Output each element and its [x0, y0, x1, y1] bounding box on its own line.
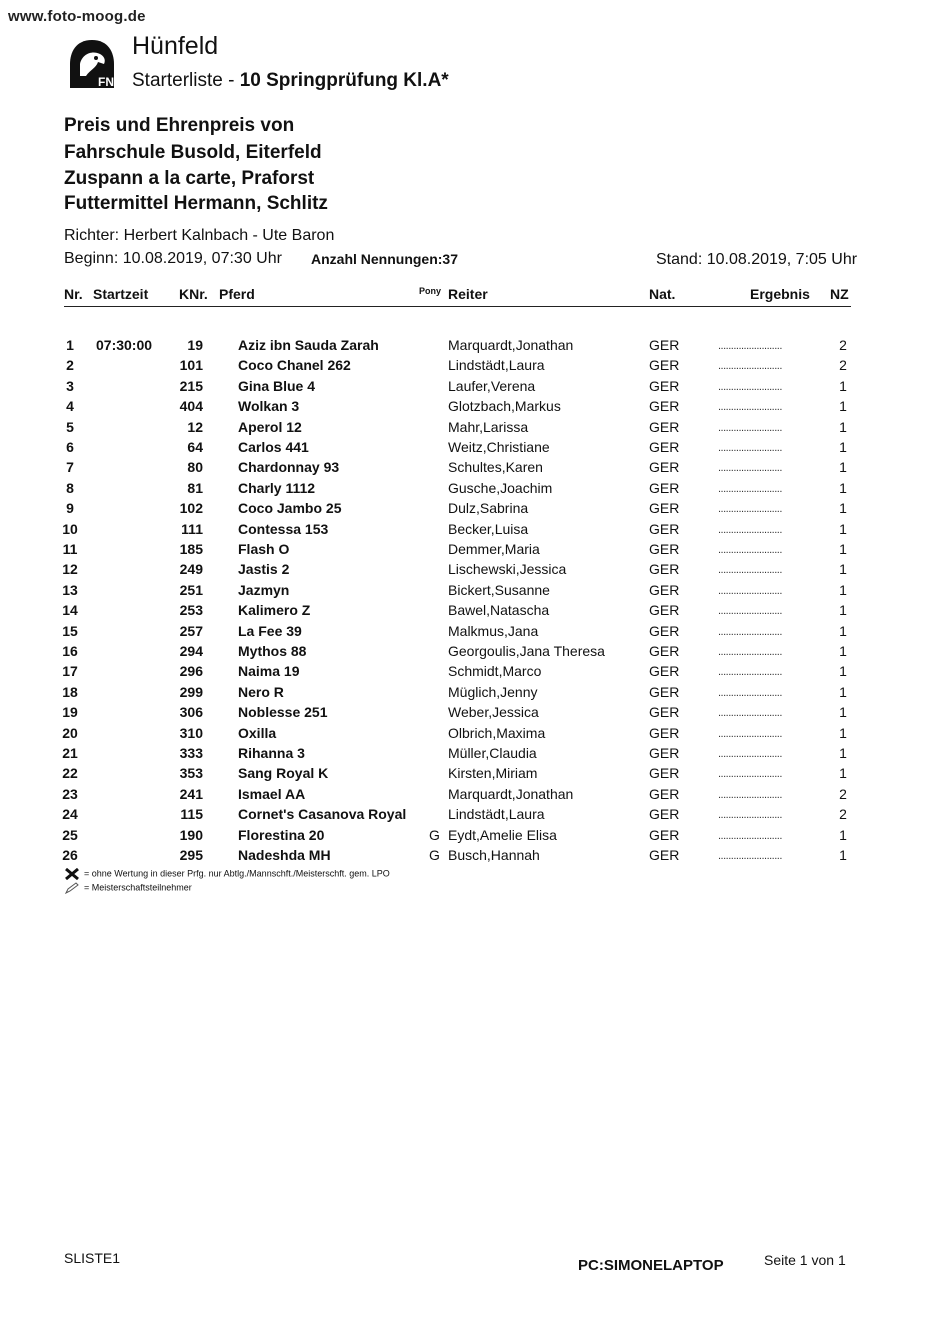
- prize-line: Zuspann a la carte, Praforst: [64, 168, 315, 189]
- row-nz: 1: [839, 602, 847, 619]
- row-rider: Demmer,Maria: [448, 541, 540, 557]
- row-result-blank: .........................: [718, 421, 782, 434]
- row-nz: 1: [839, 826, 847, 843]
- start-time-line: Beginn: 10.08.2019, 07:30 Uhr: [64, 250, 282, 267]
- row-nz: 1: [839, 663, 847, 680]
- page-number: Seite 1 von 1: [764, 1252, 846, 1268]
- row-horse: Chardonnay 93: [238, 459, 340, 476]
- row-nation: GER: [649, 683, 680, 700]
- row-horse: Carlos 441: [238, 439, 309, 455]
- row-rider: Georgoulis,Jana Theresa: [448, 643, 605, 659]
- table-row: [0, 459, 950, 479]
- row-rider: Laufer,Verena: [448, 377, 536, 394]
- row-horse: Ismael AA: [238, 785, 306, 802]
- table-row: [0, 643, 950, 663]
- row-knr: 295: [179, 847, 203, 863]
- table-row: [0, 847, 950, 867]
- row-nation: GER: [649, 826, 680, 843]
- table-row: [0, 765, 950, 785]
- row-nation: GER: [649, 643, 680, 659]
- row-nz: 1: [839, 724, 847, 741]
- row-nz: 1: [839, 847, 847, 863]
- row-rider: Lischewski,Jessica: [448, 561, 567, 578]
- row-rider: Glotzbach,Markus: [448, 398, 561, 415]
- list-label: Starterliste -: [132, 70, 235, 91]
- row-nr: 2: [66, 357, 74, 374]
- status-line: Stand: 10.08.2019, 7:05 Uhr: [656, 251, 858, 268]
- row-nr: 15: [62, 622, 78, 639]
- row-result-blank: .........................: [718, 850, 782, 862]
- row-result-blank: .........................: [718, 401, 782, 414]
- row-horse: Sang Royal K: [238, 765, 329, 782]
- table-row: [0, 561, 950, 581]
- col-header-time: Startzeit: [93, 286, 149, 302]
- row-nr: 4: [66, 398, 74, 415]
- row-knr: 253: [179, 602, 203, 619]
- row-nr: 10: [62, 520, 78, 537]
- row-nr: 24: [62, 806, 78, 823]
- row-knr: 404: [179, 398, 203, 415]
- row-horse: Noblesse 251: [238, 704, 328, 721]
- row-result-blank: .........................: [718, 625, 782, 638]
- row-horse: Wolkan 3: [238, 398, 300, 415]
- row-horse: Kalimero Z: [238, 602, 311, 619]
- row-nz: 2: [839, 337, 847, 353]
- row-rider: Weber,Jessica: [448, 704, 539, 721]
- col-header-result: Ergebnis: [750, 286, 810, 302]
- row-nation: GER: [649, 785, 680, 802]
- row-nation: GER: [649, 337, 680, 353]
- row-nr: 11: [62, 541, 78, 557]
- row-rider: Eydt,Amelie Elisa: [448, 826, 557, 843]
- row-nation: GER: [649, 581, 680, 598]
- pen-icon: [64, 882, 80, 894]
- row-pony-flag: G: [429, 847, 440, 863]
- row-knr: 80: [187, 459, 203, 476]
- row-knr: 241: [179, 785, 203, 802]
- row-nz: 1: [839, 418, 847, 435]
- row-knr: 296: [179, 663, 203, 680]
- row-nz: 1: [839, 683, 847, 700]
- table-row: [0, 745, 950, 765]
- row-knr: 353: [179, 765, 203, 782]
- row-horse: La Fee 39: [238, 622, 302, 639]
- table-row: [0, 623, 950, 643]
- table-row: [0, 725, 950, 745]
- row-rider: Schultes,Karen: [448, 459, 543, 476]
- row-knr: 190: [179, 826, 203, 843]
- venue-title: Hünfeld: [132, 32, 219, 60]
- col-header-pony: Pony: [419, 286, 442, 296]
- row-knr: 306: [179, 704, 203, 721]
- table-row: [0, 419, 950, 439]
- row-result-blank: .........................: [718, 829, 782, 842]
- row-result-blank: .........................: [718, 809, 782, 822]
- row-knr: 115: [180, 806, 203, 823]
- legend-item: [64, 882, 192, 894]
- row-horse: Flash O: [238, 541, 290, 557]
- row-nation: GER: [649, 459, 680, 476]
- row-result-blank: .........................: [718, 605, 782, 618]
- row-rider: Dulz,Sabrina: [448, 500, 529, 517]
- row-rider: Mahr,Larissa: [448, 418, 529, 435]
- row-knr: 12: [187, 418, 203, 435]
- col-header-nr: Nr.: [64, 286, 83, 302]
- table-row: [0, 806, 950, 826]
- row-result-blank: .........................: [718, 462, 782, 475]
- row-knr: 81: [187, 479, 203, 496]
- col-header-knr: KNr.: [179, 286, 208, 302]
- row-result-blank: .........................: [718, 380, 782, 393]
- row-knr: 19: [187, 337, 203, 353]
- row-nr: 25: [62, 826, 78, 843]
- table-row: [0, 827, 950, 847]
- row-horse: Charly 1112: [238, 479, 316, 496]
- row-nr: 21: [62, 745, 78, 761]
- cross-icon: [64, 868, 80, 880]
- row-nz: 1: [839, 765, 847, 782]
- row-result-blank: .........................: [718, 442, 782, 454]
- list-subtitle: [132, 70, 449, 92]
- row-rider: Müglich,Jenny: [448, 683, 538, 700]
- row-nz: 2: [839, 806, 847, 823]
- row-horse: Nadeshda MH: [238, 847, 331, 863]
- row-nr: 1: [66, 337, 74, 353]
- row-nr: 16: [62, 643, 78, 659]
- logo-text: FN: [98, 75, 114, 89]
- row-nz: 1: [839, 439, 847, 455]
- row-rider: Marquardt,Jonathan: [448, 337, 574, 353]
- table-row: [0, 439, 950, 459]
- row-nation: GER: [649, 500, 680, 517]
- row-nr: 22: [62, 765, 78, 782]
- row-nation: GER: [649, 765, 680, 782]
- row-nr: 23: [62, 785, 78, 802]
- row-knr: 185: [179, 541, 203, 557]
- row-horse: Mythos 88: [238, 643, 307, 659]
- row-nr: 9: [66, 500, 74, 517]
- row-knr: 249: [179, 561, 203, 578]
- row-nation: GER: [649, 602, 680, 619]
- row-nation: GER: [649, 479, 680, 496]
- row-start-time: 07:30:00: [96, 337, 153, 353]
- row-nation: GER: [649, 847, 680, 863]
- row-nation: GER: [649, 377, 680, 394]
- row-nz: 1: [839, 520, 847, 537]
- row-nr: 3: [66, 377, 74, 394]
- row-nr: 26: [62, 847, 78, 863]
- fn-horse-logo: [68, 38, 116, 90]
- row-result-blank: .........................: [718, 686, 782, 699]
- row-horse: Oxilla: [238, 724, 277, 741]
- row-knr: 299: [179, 683, 203, 700]
- row-horse: Jazmyn: [238, 581, 290, 598]
- table-row: [0, 582, 950, 602]
- row-nation: GER: [649, 357, 680, 374]
- col-header-rider: Reiter: [448, 286, 488, 302]
- table-row: [0, 602, 950, 622]
- row-nz: 1: [839, 561, 847, 578]
- row-nz: 1: [839, 541, 847, 557]
- row-rider: Schmidt,Marco: [448, 663, 542, 680]
- table-row: [0, 684, 950, 704]
- row-nz: 1: [839, 745, 847, 761]
- row-nr: 14: [62, 602, 78, 619]
- row-nr: 20: [62, 724, 78, 741]
- legend-text: = Meisterschaftsteilnehmer: [84, 882, 192, 893]
- row-horse: Nero R: [238, 683, 284, 700]
- row-result-blank: .........................: [718, 360, 782, 373]
- col-header-horse: Pferd: [219, 286, 255, 302]
- row-horse: Contessa 153: [238, 520, 329, 537]
- row-result-blank: .........................: [718, 584, 782, 597]
- row-nz: 2: [839, 785, 847, 802]
- row-nr: 8: [66, 479, 74, 496]
- row-nation: GER: [649, 806, 680, 823]
- legend-text: = ohne Wertung in dieser Prfg. nur Abtlg./Mannschft./Meisterschft. gem. LPO: [84, 868, 390, 879]
- row-horse: Rihanna 3: [238, 745, 305, 761]
- row-nz: 2: [839, 357, 847, 374]
- row-horse: Aperol 12: [238, 418, 302, 435]
- row-nz: 1: [839, 459, 847, 476]
- row-result-blank: .........................: [718, 523, 782, 536]
- row-rider: Gusche,Joachim: [448, 479, 553, 496]
- row-rider: Weitz,Christiane: [448, 439, 550, 455]
- row-horse: Gina Blue 4: [238, 377, 316, 394]
- row-rider: Müller,Claudia: [448, 745, 537, 761]
- row-rider: Bawel,Natascha: [448, 602, 550, 619]
- judges-line: Richter: Herbert Kalnbach - Ute Baron: [64, 227, 335, 244]
- table-row: [0, 663, 950, 683]
- row-nz: 1: [839, 704, 847, 721]
- row-nation: GER: [649, 561, 680, 578]
- row-nr: 19: [62, 704, 78, 721]
- prize-line: Futtermittel Hermann, Schlitz: [64, 193, 328, 214]
- row-nz: 1: [839, 643, 847, 659]
- row-nz: 1: [839, 398, 847, 415]
- row-knr: 102: [179, 500, 203, 517]
- row-nz: 1: [839, 500, 847, 517]
- row-knr: 333: [179, 745, 203, 761]
- row-knr: 64: [187, 439, 203, 455]
- row-rider: Kirsten,Miriam: [448, 765, 538, 782]
- row-nation: GER: [649, 520, 680, 537]
- table-row: [0, 337, 950, 357]
- row-nation: GER: [649, 622, 680, 639]
- table-row: [0, 704, 950, 724]
- col-header-nat: Nat.: [649, 286, 676, 302]
- row-nr: 6: [66, 439, 74, 455]
- row-result-blank: .........................: [718, 748, 782, 760]
- row-horse: Coco Chanel 262: [238, 357, 351, 374]
- row-result-blank: .........................: [718, 564, 782, 577]
- row-result-blank: .........................: [718, 788, 782, 801]
- row-result-blank: .........................: [718, 768, 782, 781]
- row-nr: 12: [62, 561, 78, 578]
- row-horse: Jastis 2: [238, 561, 290, 578]
- row-horse: Coco Jambo 25: [238, 500, 342, 517]
- legend-item: [64, 868, 390, 880]
- table-row: [0, 541, 950, 561]
- row-rider: Malkmus,Jana: [448, 622, 539, 639]
- row-horse: Aziz ibn Sauda Zarah: [238, 337, 379, 353]
- row-horse: Naima 19: [238, 663, 300, 680]
- table-row: [0, 500, 950, 520]
- table-row: [0, 398, 950, 418]
- row-knr: 111: [181, 520, 203, 537]
- row-rider: Marquardt,Jonathan: [448, 785, 574, 802]
- row-rider: Bickert,Susanne: [448, 581, 550, 598]
- row-rider: Busch,Hannah: [448, 847, 540, 863]
- row-nz: 1: [839, 581, 847, 598]
- row-result-blank: .........................: [718, 646, 782, 658]
- row-nation: GER: [649, 439, 680, 455]
- row-nz: 1: [839, 479, 847, 496]
- header-rule: [64, 306, 851, 307]
- row-result-blank: .........................: [718, 340, 782, 352]
- table-row: [0, 357, 950, 377]
- col-header-nz: NZ: [830, 286, 849, 302]
- row-nation: GER: [649, 663, 680, 680]
- row-nr: 5: [66, 418, 74, 435]
- list-code: SLISTE1: [64, 1250, 121, 1266]
- row-nation: GER: [649, 398, 680, 415]
- table-row: [0, 378, 950, 398]
- row-knr: 251: [179, 581, 203, 598]
- row-rider: Becker,Luisa: [448, 520, 529, 537]
- row-knr: 257: [179, 622, 203, 639]
- prize-line: Preis und Ehrenpreis von: [64, 115, 295, 136]
- row-nation: GER: [649, 704, 680, 721]
- row-knr: 310: [179, 724, 203, 741]
- computer-name: PC:SIMONELAPTOP: [578, 1257, 724, 1274]
- entries-count: Anzahl Nennungen:37: [311, 251, 459, 267]
- row-result-blank: .........................: [718, 666, 782, 679]
- row-result-blank: .........................: [718, 482, 782, 495]
- row-knr: 215: [179, 377, 203, 394]
- row-nr: 17: [62, 663, 78, 680]
- table-row: [0, 480, 950, 500]
- table-row: [0, 786, 950, 806]
- row-result-blank: .........................: [718, 707, 782, 720]
- watermark: www.foto-moog.de: [8, 8, 146, 25]
- row-horse: Florestina 20: [238, 826, 325, 843]
- row-nation: GER: [649, 541, 680, 557]
- row-rider: Lindstädt,Laura: [448, 806, 545, 823]
- row-nation: GER: [649, 418, 680, 435]
- row-nz: 1: [839, 622, 847, 639]
- row-result-blank: .........................: [718, 503, 782, 516]
- row-nation: GER: [649, 745, 680, 761]
- row-knr: 101: [179, 357, 203, 374]
- row-pony-flag: G: [429, 826, 440, 843]
- row-result-blank: .........................: [718, 544, 782, 556]
- row-horse: Cornet's Casanova Royal: [238, 806, 407, 823]
- row-nr: 18: [62, 683, 78, 700]
- row-nr: 7: [66, 459, 74, 476]
- row-nz: 1: [839, 377, 847, 394]
- row-nation: GER: [649, 724, 680, 741]
- row-result-blank: .........................: [718, 727, 782, 740]
- row-nr: 13: [62, 581, 78, 598]
- prize-line: Fahrschule Busold, Eiterfeld: [64, 142, 322, 163]
- row-rider: Lindstädt,Laura: [448, 357, 545, 374]
- competition-title: 10 Springprüfung Kl.A*: [239, 70, 449, 91]
- table-row: [0, 521, 950, 541]
- row-rider: Olbrich,Maxima: [448, 724, 546, 741]
- row-knr: 294: [179, 643, 203, 659]
